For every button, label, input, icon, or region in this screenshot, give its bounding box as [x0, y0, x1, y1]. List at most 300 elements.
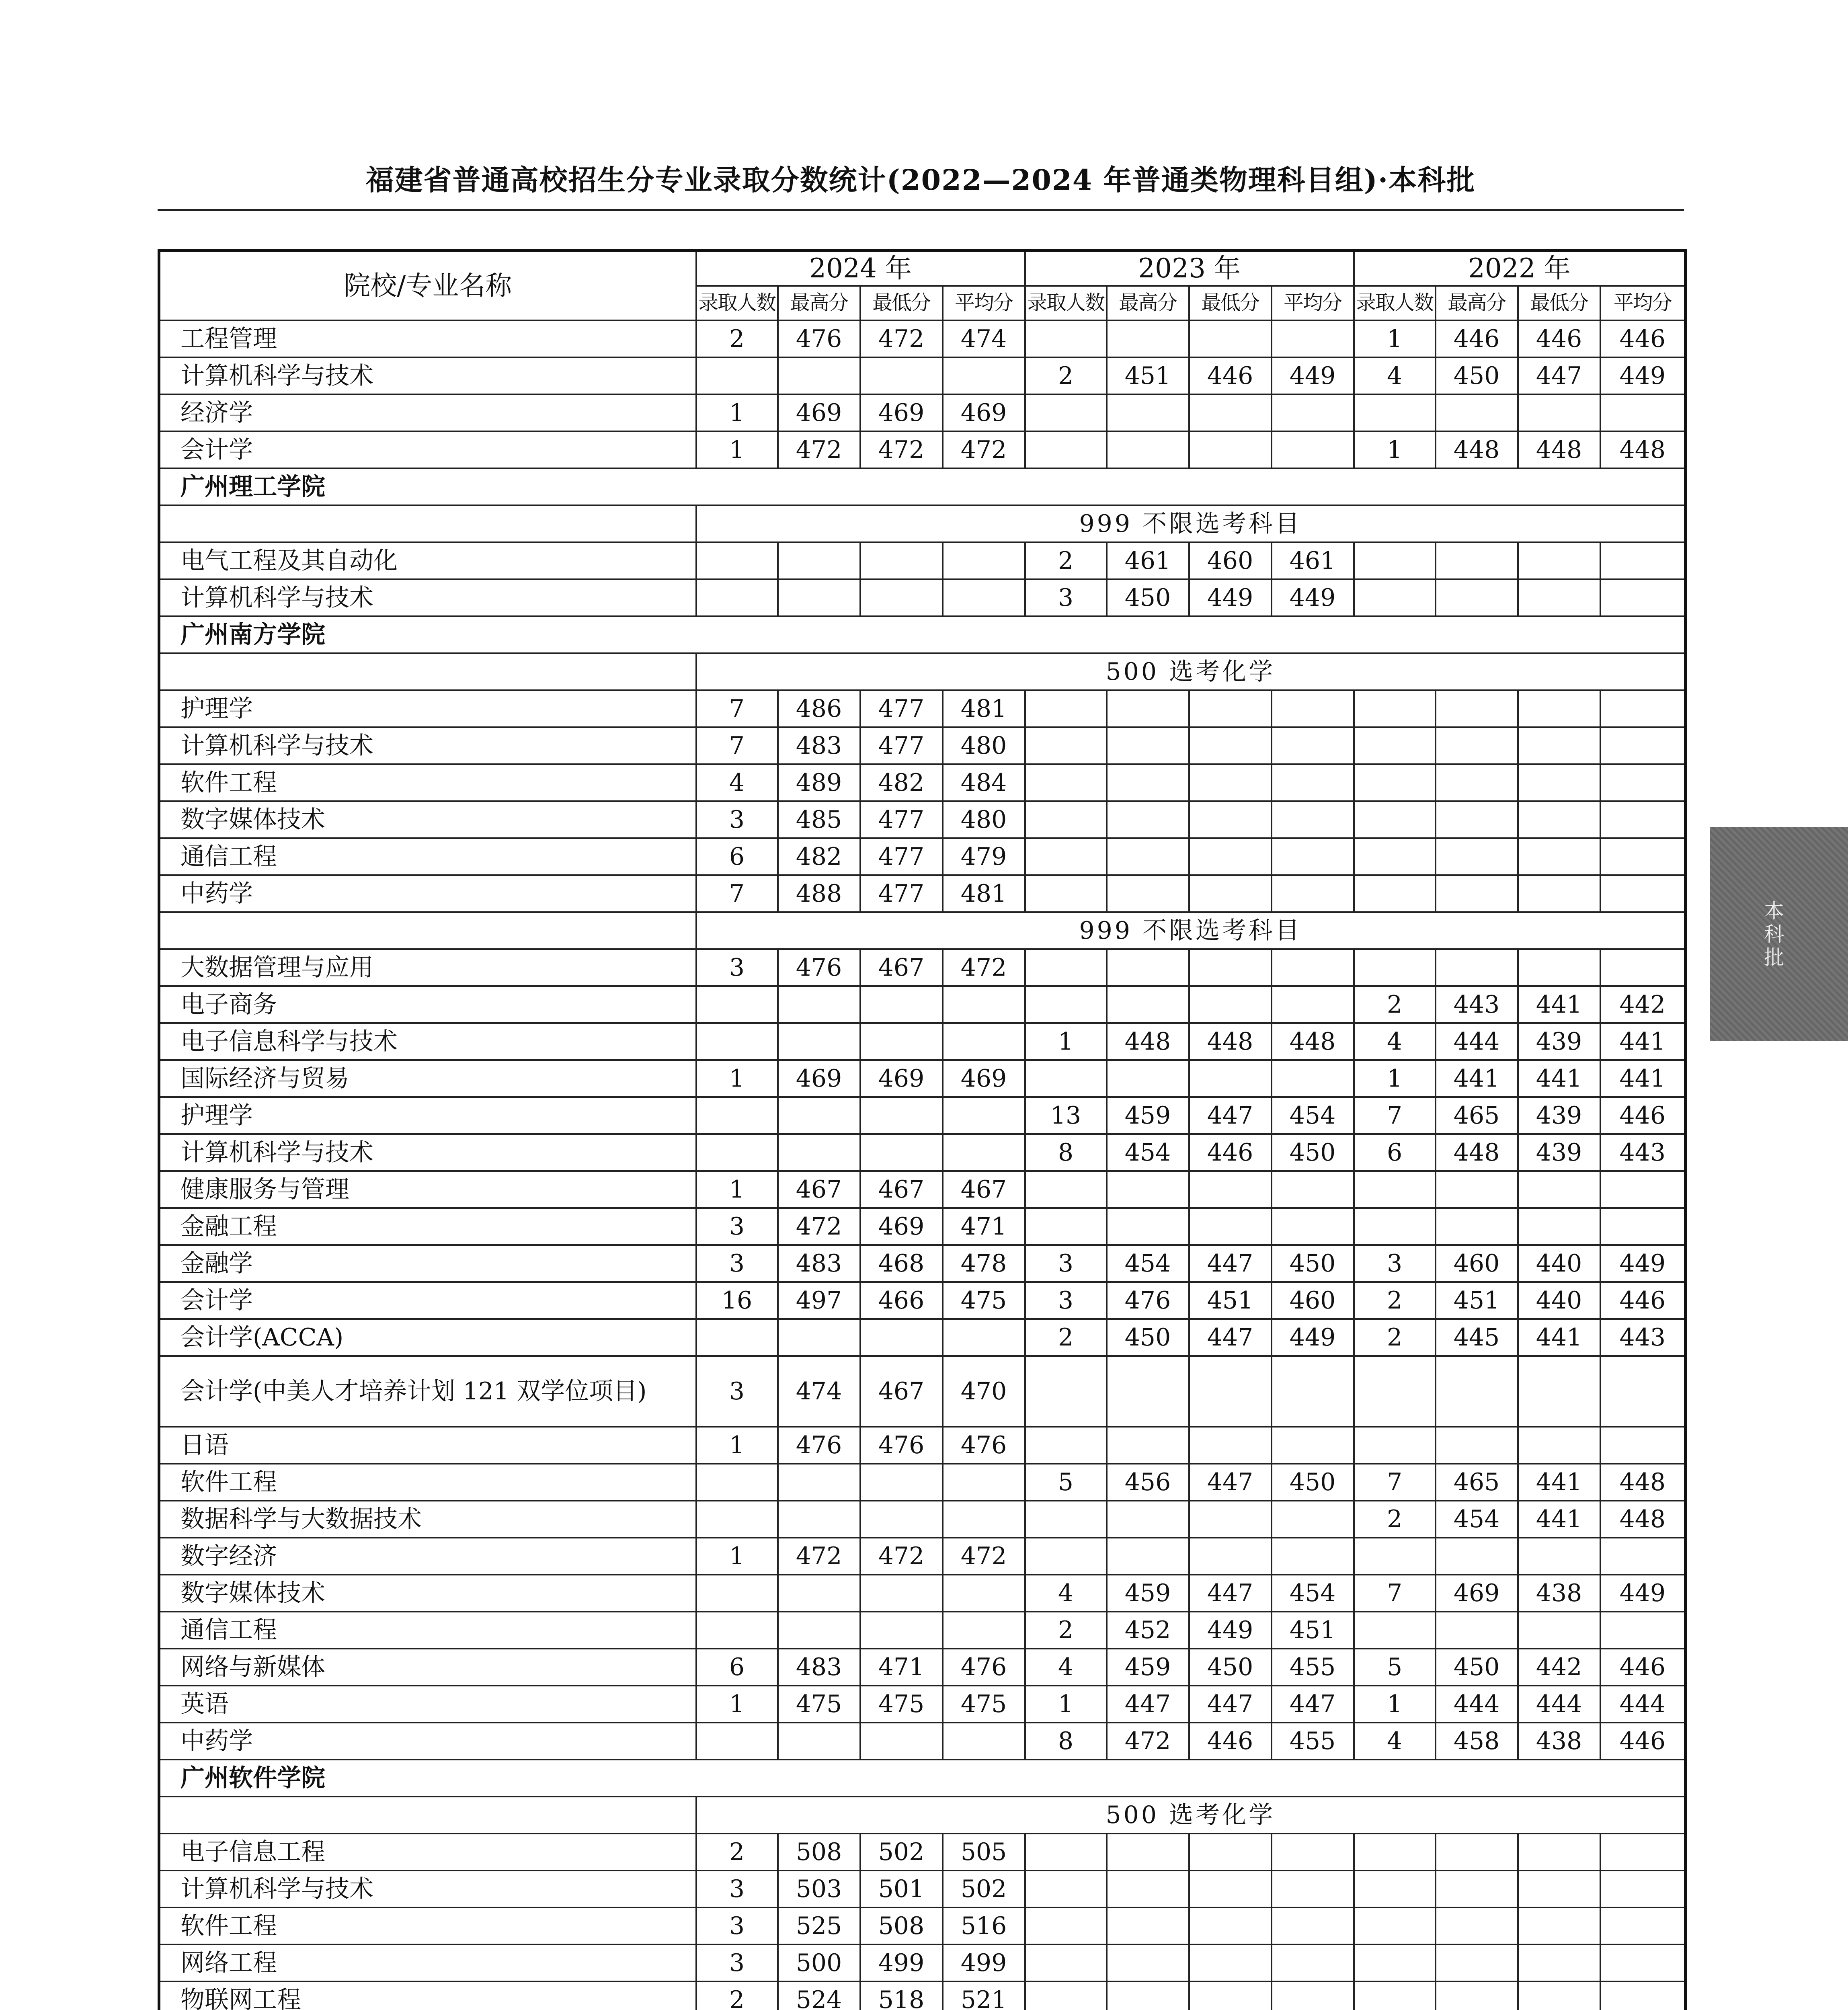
score-cell	[1354, 1427, 1436, 1464]
score-cell	[1436, 1171, 1518, 1208]
score-cell	[1436, 875, 1518, 912]
col-header-admitted: 录取人数	[696, 286, 778, 320]
score-cell	[696, 1134, 778, 1171]
score-cell: 449	[1600, 1245, 1686, 1282]
score-cell	[1600, 1427, 1686, 1464]
score-cell	[778, 1501, 860, 1538]
score-cell: 476	[778, 320, 860, 357]
score-cell: 455	[1272, 1723, 1354, 1760]
score-cell	[696, 1319, 778, 1356]
score-cell: 16	[696, 1282, 778, 1319]
major-name: 软件工程	[159, 764, 696, 801]
major-name: 工程管理	[159, 320, 696, 357]
score-cell: 447	[1189, 1319, 1272, 1356]
score-cell: 497	[778, 1282, 860, 1319]
score-cell: 443	[1600, 1319, 1686, 1356]
score-cell: 467	[860, 949, 943, 986]
score-cell: 3	[696, 1944, 778, 1981]
score-cell: 476	[1107, 1282, 1189, 1319]
score-cell: 448	[1436, 431, 1518, 468]
score-cell: 1	[696, 1427, 778, 1464]
score-cell: 451	[1436, 1282, 1518, 1319]
score-cell: 448	[1436, 1134, 1518, 1171]
score-cell	[1354, 1356, 1436, 1427]
score-cell: 450	[1272, 1134, 1354, 1171]
score-cell: 476	[943, 1649, 1025, 1686]
subject-requirement-row	[159, 505, 1686, 542]
score-cell: 451	[1272, 1612, 1354, 1649]
score-cell	[1600, 801, 1686, 838]
score-cell	[1354, 1981, 1436, 2010]
score-cell: 444	[1518, 1686, 1600, 1723]
table-row	[159, 1981, 1686, 2010]
score-cell: 482	[778, 838, 860, 875]
score-cell	[696, 1464, 778, 1501]
score-cell	[1518, 1907, 1600, 1944]
table-row	[159, 1356, 1686, 1427]
score-cell	[1189, 431, 1272, 468]
score-cell	[1600, 764, 1686, 801]
score-cell	[1107, 431, 1189, 468]
score-cell: 471	[943, 1208, 1025, 1245]
table-row	[159, 320, 1686, 357]
score-cell: 524	[778, 1981, 860, 2010]
score-cell: 446	[1189, 1134, 1272, 1171]
score-cell	[1354, 1538, 1436, 1575]
table-row	[159, 1501, 1686, 1538]
score-cell	[1025, 1907, 1107, 1944]
table-row	[159, 1575, 1686, 1612]
score-cell: 461	[1272, 542, 1354, 579]
score-cell	[1600, 1834, 1686, 1871]
school-name: 广州软件学院	[159, 1760, 1686, 1797]
score-cell	[1025, 1501, 1107, 1538]
score-cell: 469	[1436, 1575, 1518, 1612]
score-cell	[1436, 579, 1518, 616]
subject-requirement-row	[159, 653, 1686, 690]
table-row	[159, 727, 1686, 764]
score-cell: 469	[778, 394, 860, 431]
score-cell: 447	[1189, 1464, 1272, 1501]
score-cell: 7	[1354, 1575, 1436, 1612]
score-cell	[1025, 690, 1107, 727]
major-name: 计算机科学与技术	[159, 1134, 696, 1171]
col-header-avg: 平均分	[1600, 286, 1686, 320]
score-cell	[1600, 542, 1686, 579]
table-row	[159, 431, 1686, 468]
school-name: 广州理工学院	[159, 468, 1686, 505]
score-cell: 448	[1189, 1023, 1272, 1060]
score-cell	[778, 357, 860, 394]
score-cell	[1025, 986, 1107, 1023]
score-cell	[1518, 727, 1600, 764]
year-header-2022: 2022 年	[1354, 251, 1686, 286]
score-cell: 449	[1272, 357, 1354, 394]
score-cell	[1107, 1171, 1189, 1208]
score-cell	[1189, 1171, 1272, 1208]
major-name: 电气工程及其自动化	[159, 542, 696, 579]
score-cell: 442	[1600, 986, 1686, 1023]
score-cell	[696, 579, 778, 616]
score-cell	[1354, 1171, 1436, 1208]
score-cell	[1272, 431, 1354, 468]
score-cell	[1518, 801, 1600, 838]
major-name: 数据科学与大数据技术	[159, 1501, 696, 1538]
score-cell: 441	[1436, 1060, 1518, 1097]
score-cell: 443	[1600, 1134, 1686, 1171]
score-cell	[1189, 690, 1272, 727]
score-cell	[1107, 727, 1189, 764]
score-cell: 472	[778, 1208, 860, 1245]
score-cell: 483	[778, 1245, 860, 1282]
score-cell	[1107, 764, 1189, 801]
score-cell: 501	[860, 1871, 943, 1907]
score-cell: 1	[1354, 320, 1436, 357]
score-cell: 1	[696, 1538, 778, 1575]
score-cell: 449	[1189, 579, 1272, 616]
score-cell: 467	[860, 1356, 943, 1427]
score-cell: 447	[1272, 1686, 1354, 1723]
score-cell	[1189, 949, 1272, 986]
col-header-max: 最高分	[1107, 286, 1189, 320]
score-cell	[1272, 1834, 1354, 1871]
score-cell	[1518, 1981, 1600, 2010]
score-cell: 508	[860, 1907, 943, 1944]
score-cell	[1518, 875, 1600, 912]
score-cell	[860, 1319, 943, 1356]
score-cell	[1272, 1427, 1354, 1464]
score-cell	[1025, 431, 1107, 468]
score-cell	[778, 542, 860, 579]
score-cell	[778, 1097, 860, 1134]
score-cell: 443	[1436, 986, 1518, 1023]
score-cell	[1189, 1871, 1272, 1907]
score-cell	[1600, 875, 1686, 912]
score-cell: 2	[1025, 542, 1107, 579]
score-cell	[1107, 1501, 1189, 1538]
score-cell: 439	[1518, 1023, 1600, 1060]
score-cell	[1272, 801, 1354, 838]
score-cell	[696, 542, 778, 579]
score-cell	[1025, 1538, 1107, 1575]
score-cell: 469	[860, 1060, 943, 1097]
score-cell: 448	[1272, 1023, 1354, 1060]
empty-name-cell	[159, 505, 696, 542]
score-cell: 472	[778, 431, 860, 468]
year-header-2023: 2023 年	[1025, 251, 1354, 286]
score-cell	[860, 579, 943, 616]
score-cell: 454	[1107, 1134, 1189, 1171]
score-cell: 446	[1189, 1723, 1272, 1760]
score-cell	[1600, 1871, 1686, 1907]
page-header-title: 福建省普通高校招生分专业录取分数统计(2022—2024 年普通类物理科目组)·本科批	[365, 163, 1476, 197]
score-cell: 2	[1354, 1282, 1436, 1319]
score-cell	[943, 1134, 1025, 1171]
score-cell	[1107, 1208, 1189, 1245]
score-cell	[1025, 727, 1107, 764]
score-cell	[1354, 579, 1436, 616]
score-cell: 441	[1518, 1060, 1600, 1097]
score-cell	[1025, 1871, 1107, 1907]
score-cell: 4	[1025, 1575, 1107, 1612]
score-cell	[1189, 1538, 1272, 1575]
score-cell: 1	[696, 431, 778, 468]
score-cell	[1436, 1612, 1518, 1649]
score-cell	[696, 1501, 778, 1538]
score-cell	[1025, 1171, 1107, 1208]
score-cell: 472	[860, 1538, 943, 1575]
score-cell	[1025, 949, 1107, 986]
score-cell: 3	[696, 949, 778, 986]
score-cell	[1518, 690, 1600, 727]
score-cell: 480	[943, 727, 1025, 764]
score-cell	[1354, 1871, 1436, 1907]
score-cell	[1518, 1834, 1600, 1871]
score-cell	[1189, 838, 1272, 875]
score-cell: 6	[1354, 1134, 1436, 1171]
score-cell: 4	[696, 764, 778, 801]
score-cell: 460	[1272, 1282, 1354, 1319]
col-header-max: 最高分	[1436, 286, 1518, 320]
score-cell: 502	[943, 1871, 1025, 1907]
score-cell	[1436, 1538, 1518, 1575]
table-row	[159, 1319, 1686, 1356]
score-cell: 477	[860, 838, 943, 875]
score-cell	[943, 1023, 1025, 1060]
score-cell: 467	[860, 1171, 943, 1208]
score-cell: 477	[860, 875, 943, 912]
table-row	[159, 1023, 1686, 1060]
score-cell: 6	[696, 838, 778, 875]
score-cell	[1189, 727, 1272, 764]
score-cell	[1272, 394, 1354, 431]
score-cell: 482	[860, 764, 943, 801]
major-name: 护理学	[159, 690, 696, 727]
score-cell: 450	[1272, 1245, 1354, 1282]
score-cell	[1354, 1907, 1436, 1944]
score-cell	[1272, 1356, 1354, 1427]
score-cell: 476	[943, 1427, 1025, 1464]
table-row	[159, 542, 1686, 579]
score-cell: 13	[1025, 1097, 1107, 1134]
score-cell	[1272, 1208, 1354, 1245]
score-cell: 447	[1189, 1097, 1272, 1134]
score-cell	[1107, 1834, 1189, 1871]
score-cell	[1518, 1171, 1600, 1208]
score-cell: 499	[860, 1944, 943, 1981]
score-cell	[1272, 1871, 1354, 1907]
table-row	[159, 1245, 1686, 1282]
score-cell: 444	[1436, 1023, 1518, 1060]
score-cell	[1025, 1981, 1107, 2010]
score-cell	[1107, 320, 1189, 357]
score-cell: 460	[1436, 1245, 1518, 1282]
score-cell	[778, 1464, 860, 1501]
table-row	[159, 764, 1686, 801]
major-name: 经济学	[159, 394, 696, 431]
score-cell	[1436, 542, 1518, 579]
score-cell: 447	[1518, 357, 1600, 394]
subject-requirement: 500 选考化学	[696, 653, 1686, 690]
score-cell	[1107, 801, 1189, 838]
score-cell	[1025, 1944, 1107, 1981]
score-cell: 505	[943, 1834, 1025, 1871]
table-row	[159, 1686, 1686, 1723]
score-cell	[696, 1023, 778, 1060]
score-cell: 469	[943, 394, 1025, 431]
year-header-2024: 2024 年	[696, 251, 1025, 286]
score-cell	[943, 1575, 1025, 1612]
score-cell: 449	[1189, 1612, 1272, 1649]
table-row	[159, 875, 1686, 912]
score-cell: 3	[696, 801, 778, 838]
score-cell: 441	[1518, 1501, 1600, 1538]
score-cell: 2	[696, 320, 778, 357]
score-cell	[1025, 764, 1107, 801]
score-cell	[860, 542, 943, 579]
score-cell: 454	[1436, 1501, 1518, 1538]
score-cell	[1600, 1612, 1686, 1649]
score-cell: 441	[1600, 1023, 1686, 1060]
table-row	[159, 579, 1686, 616]
score-cell	[1518, 764, 1600, 801]
score-cell: 525	[778, 1907, 860, 1944]
major-name: 计算机科学与技术	[159, 1871, 696, 1907]
score-cell: 3	[696, 1907, 778, 1944]
score-cell	[1025, 1834, 1107, 1871]
score-cell: 475	[778, 1686, 860, 1723]
score-cell	[1354, 394, 1436, 431]
score-cell	[1436, 394, 1518, 431]
score-cell	[1600, 838, 1686, 875]
table-row	[159, 1464, 1686, 1501]
score-cell	[778, 1023, 860, 1060]
score-cell: 460	[1189, 542, 1272, 579]
score-cell	[1107, 1356, 1189, 1427]
score-cell: 477	[860, 801, 943, 838]
score-cell: 472	[860, 320, 943, 357]
score-cell	[1600, 1208, 1686, 1245]
score-cell: 465	[1436, 1464, 1518, 1501]
major-name: 软件工程	[159, 1464, 696, 1501]
col-header-avg: 平均分	[943, 286, 1025, 320]
major-name: 物联网工程	[159, 1981, 696, 2010]
table-body	[159, 320, 1686, 2010]
score-cell	[1436, 1356, 1518, 1427]
score-cell	[1354, 1834, 1436, 1871]
school-name: 广州南方学院	[159, 616, 1686, 653]
score-cell	[1107, 1981, 1189, 2010]
score-cell	[1272, 727, 1354, 764]
major-name: 通信工程	[159, 838, 696, 875]
score-cell: 3	[696, 1245, 778, 1282]
score-cell	[1600, 394, 1686, 431]
score-cell	[1107, 1871, 1189, 1907]
score-cell: 1	[1025, 1686, 1107, 1723]
score-cell: 469	[943, 1060, 1025, 1097]
score-cell	[1436, 1834, 1518, 1871]
score-cell	[1436, 1944, 1518, 1981]
score-cell: 484	[943, 764, 1025, 801]
table-row	[159, 1134, 1686, 1171]
table-row	[159, 1834, 1686, 1871]
major-name: 计算机科学与技术	[159, 357, 696, 394]
major-name: 计算机科学与技术	[159, 579, 696, 616]
major-name: 数字媒体技术	[159, 801, 696, 838]
score-cell: 2	[1354, 1319, 1436, 1356]
score-cell: 3	[1025, 1282, 1107, 1319]
score-cell	[778, 986, 860, 1023]
score-cell	[1354, 1612, 1436, 1649]
score-cell: 7	[696, 690, 778, 727]
score-cell	[1189, 1060, 1272, 1097]
score-cell: 450	[1107, 579, 1189, 616]
score-cell	[1107, 394, 1189, 431]
score-cell: 446	[1600, 320, 1686, 357]
score-cell: 475	[860, 1686, 943, 1723]
score-cell: 448	[1600, 1501, 1686, 1538]
score-cell: 444	[1436, 1686, 1518, 1723]
score-cell: 2	[1025, 1612, 1107, 1649]
score-cell	[778, 1723, 860, 1760]
score-cell: 472	[778, 1538, 860, 1575]
score-cell	[1436, 1427, 1518, 1464]
score-cell: 6	[696, 1649, 778, 1686]
school-major-name-header: 院校/专业名称	[159, 251, 696, 321]
score-cell	[943, 542, 1025, 579]
score-cell: 470	[943, 1356, 1025, 1427]
score-cell: 451	[1189, 1282, 1272, 1319]
score-cell: 472	[943, 949, 1025, 986]
side-tab-char: 批	[1764, 946, 1784, 969]
score-cell	[1107, 949, 1189, 986]
score-cell	[860, 357, 943, 394]
score-cell	[943, 1319, 1025, 1356]
score-cell	[1518, 838, 1600, 875]
score-cell: 454	[1107, 1245, 1189, 1282]
score-cell: 5	[1354, 1649, 1436, 1686]
major-name: 护理学	[159, 1097, 696, 1134]
score-cell	[1518, 1871, 1600, 1907]
score-cell: 452	[1107, 1612, 1189, 1649]
score-cell: 447	[1189, 1245, 1272, 1282]
score-cell: 477	[860, 727, 943, 764]
table-row	[159, 949, 1686, 986]
subject-requirement: 500 选考化学	[696, 1797, 1686, 1834]
major-name: 中药学	[159, 875, 696, 912]
score-cell: 479	[943, 838, 1025, 875]
score-cell	[1518, 1944, 1600, 1981]
score-cell: 456	[1107, 1464, 1189, 1501]
score-cell: 472	[860, 431, 943, 468]
score-cell: 449	[1600, 357, 1686, 394]
score-cell: 448	[1600, 1464, 1686, 1501]
score-cell	[1025, 838, 1107, 875]
score-cell: 2	[1354, 1501, 1436, 1538]
score-cell	[1354, 875, 1436, 912]
score-cell	[1354, 801, 1436, 838]
score-cell	[778, 1134, 860, 1171]
score-cell: 450	[1272, 1464, 1354, 1501]
score-cell: 467	[778, 1171, 860, 1208]
score-cell	[1272, 875, 1354, 912]
score-cell	[943, 986, 1025, 1023]
score-cell	[1600, 690, 1686, 727]
score-cell: 448	[1107, 1023, 1189, 1060]
score-cell: 472	[1107, 1723, 1189, 1760]
score-cell	[1436, 1871, 1518, 1907]
score-cell: 474	[778, 1356, 860, 1427]
